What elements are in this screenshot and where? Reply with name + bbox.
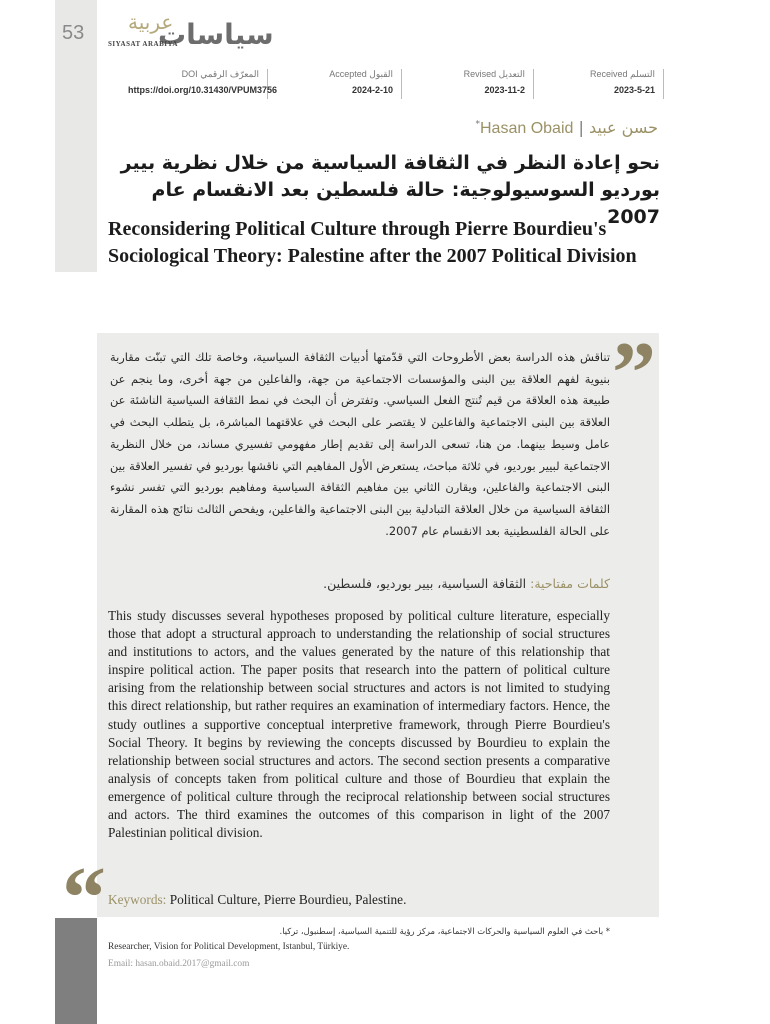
keywords-arabic-label: كلمات مفتاحية: <box>530 576 610 591</box>
logo-latin-text: SIYASAT ARABIYA <box>108 40 178 48</box>
author-separator: | <box>578 118 584 137</box>
keywords-english <box>108 892 406 908</box>
page-number: 53 <box>62 22 85 44</box>
footnote-arabic: * باحث في العلوم السياسية والحركات الاجتماعية، مركز رؤية للتنمية السياسية، إسطنبول، تركيا. <box>279 926 610 936</box>
quote-mark-icon: “ <box>62 850 106 947</box>
abstract-english: This study discusses several hypotheses proposed by political culture literature, especially those that adopt a structural approach to understanding the relationship of social structures and institutions to actors, and the values generated by the nature of this relationship that inspire political action. The paper posits that research into the pattern of political culture arising from the relationship between social structures and actors is not limited to studying this direct relationship, but rather requires an examination of intermediary factors. Hence, the study outlines a supportive conceptual interpretive framework, through Pierre Bourdieu's Social Theory. It begins by reviewing the concepts discussed by Bourdieu to explain the relationship between social structures and actors. The second section presents a comparative analysis of concepts taken from political culture and those of Bourdieu that explain the emergence of political culture through the reciprocal relationship between social structures and actors. The third examines the outcomes of this comparison in light of the 2007 Palestinian political division. <box>108 608 610 841</box>
revised-block <box>450 69 534 99</box>
journal-logo <box>108 8 274 53</box>
doi-value[interactable]: https://doi.org/10.31430/VPUM3756 <box>128 85 278 95</box>
accepted-block <box>320 69 402 99</box>
accepted-value: 2024-2-10 <box>351 85 393 95</box>
doi-label: DOI المعرّف الرقمي <box>181 69 259 79</box>
logo-arabic-main: سياسات <box>158 18 274 51</box>
revised-label: Revised التعديل <box>463 69 525 79</box>
keywords-english-label: Keywords: <box>108 892 167 907</box>
accepted-label: Accepted القبول <box>329 69 393 79</box>
author-line <box>476 118 659 138</box>
title-arabic: نحو إعادة النظر في الثقافة السياسية من خلال نظرية بيير بورديو السوسيولوجية: حالة فلسطين بعد الانقسام عام 2007 <box>120 152 660 228</box>
received-label: Received التسلم <box>590 69 655 79</box>
author-footnote-marker: * <box>475 119 480 130</box>
keywords-arabic <box>323 576 610 591</box>
revised-value: 2023-11-2 <box>484 85 525 95</box>
footnote-english: Researcher, Vision for Political Development, Istanbul, Türkiye. <box>108 942 350 952</box>
received-value: 2023-5-21 <box>613 85 655 95</box>
author-name-latin: Hasan Obaid <box>480 120 574 137</box>
received-block <box>578 69 664 99</box>
title-english: Reconsidering Political Culture through Pierre Bourdieu's Sociological Theory: Palestine after the 2007 Political Division <box>108 218 637 267</box>
footnote-email[interactable]: Email: hasan.obaid.2017@gmail.com <box>108 959 250 969</box>
abstract-arabic: تناقش هذه الدراسة بعض الأطروحات التي قدّمتها أدبيات الثقافة السياسية، وخاصة تلك التي تبنّت مقاربة بنيوية لفهم العلاقة بين البنى والمؤسسات الاجتماعية من جهة، والفاعلين من جهة أخرى، وما ينجم عن طبيعة هذه العلاقة من قيم تُنتج الفعل السياسي. وتفترض أن البحث في نمط الثقافة السياسية الناشئة عن العلاقة بين البنى الاجتماعية والفاعلين لا يقتصر على البحث في علاقتهما المباشرة، بل يتطلب البحث في عامل وسيط بينهما. من هنا، تسعى الدراسة إلى تقديم إطار مفهومي تفسيري مساند، من خلال النظرية الاجتماعية لبيير بورديو، في ثلاثة مباحث، يستعرض الأول المفاهيم التي ناقشها بورديو في تفسير العلاقة بين البنى الاجتماعية والفاعلين، ويقارن الثاني بين مفاهيم الثقافة السياسية ومفاهيم بورديو التي تفسر نشوء الثقافة السياسية من خلال العلاقة التبادلية بين البنى الاجتماعية والفاعلين، ويفحص الثالث نتائج هذه المقارنة على الحالة الفلسطينية بعد الانقسام عام 2007. <box>110 350 610 538</box>
quote-mark-icon: ” <box>612 325 656 422</box>
doi-block <box>128 69 278 99</box>
author-name-arabic: حسن عبيد <box>588 118 658 137</box>
keywords-arabic-value: الثقافة السياسية، بيير بورديو، فلسطين. <box>323 576 527 591</box>
logo-arabic-accent: عربية <box>128 10 174 34</box>
keywords-english-value: Political Culture, Pierre Bourdieu, Palestine. <box>169 892 407 907</box>
